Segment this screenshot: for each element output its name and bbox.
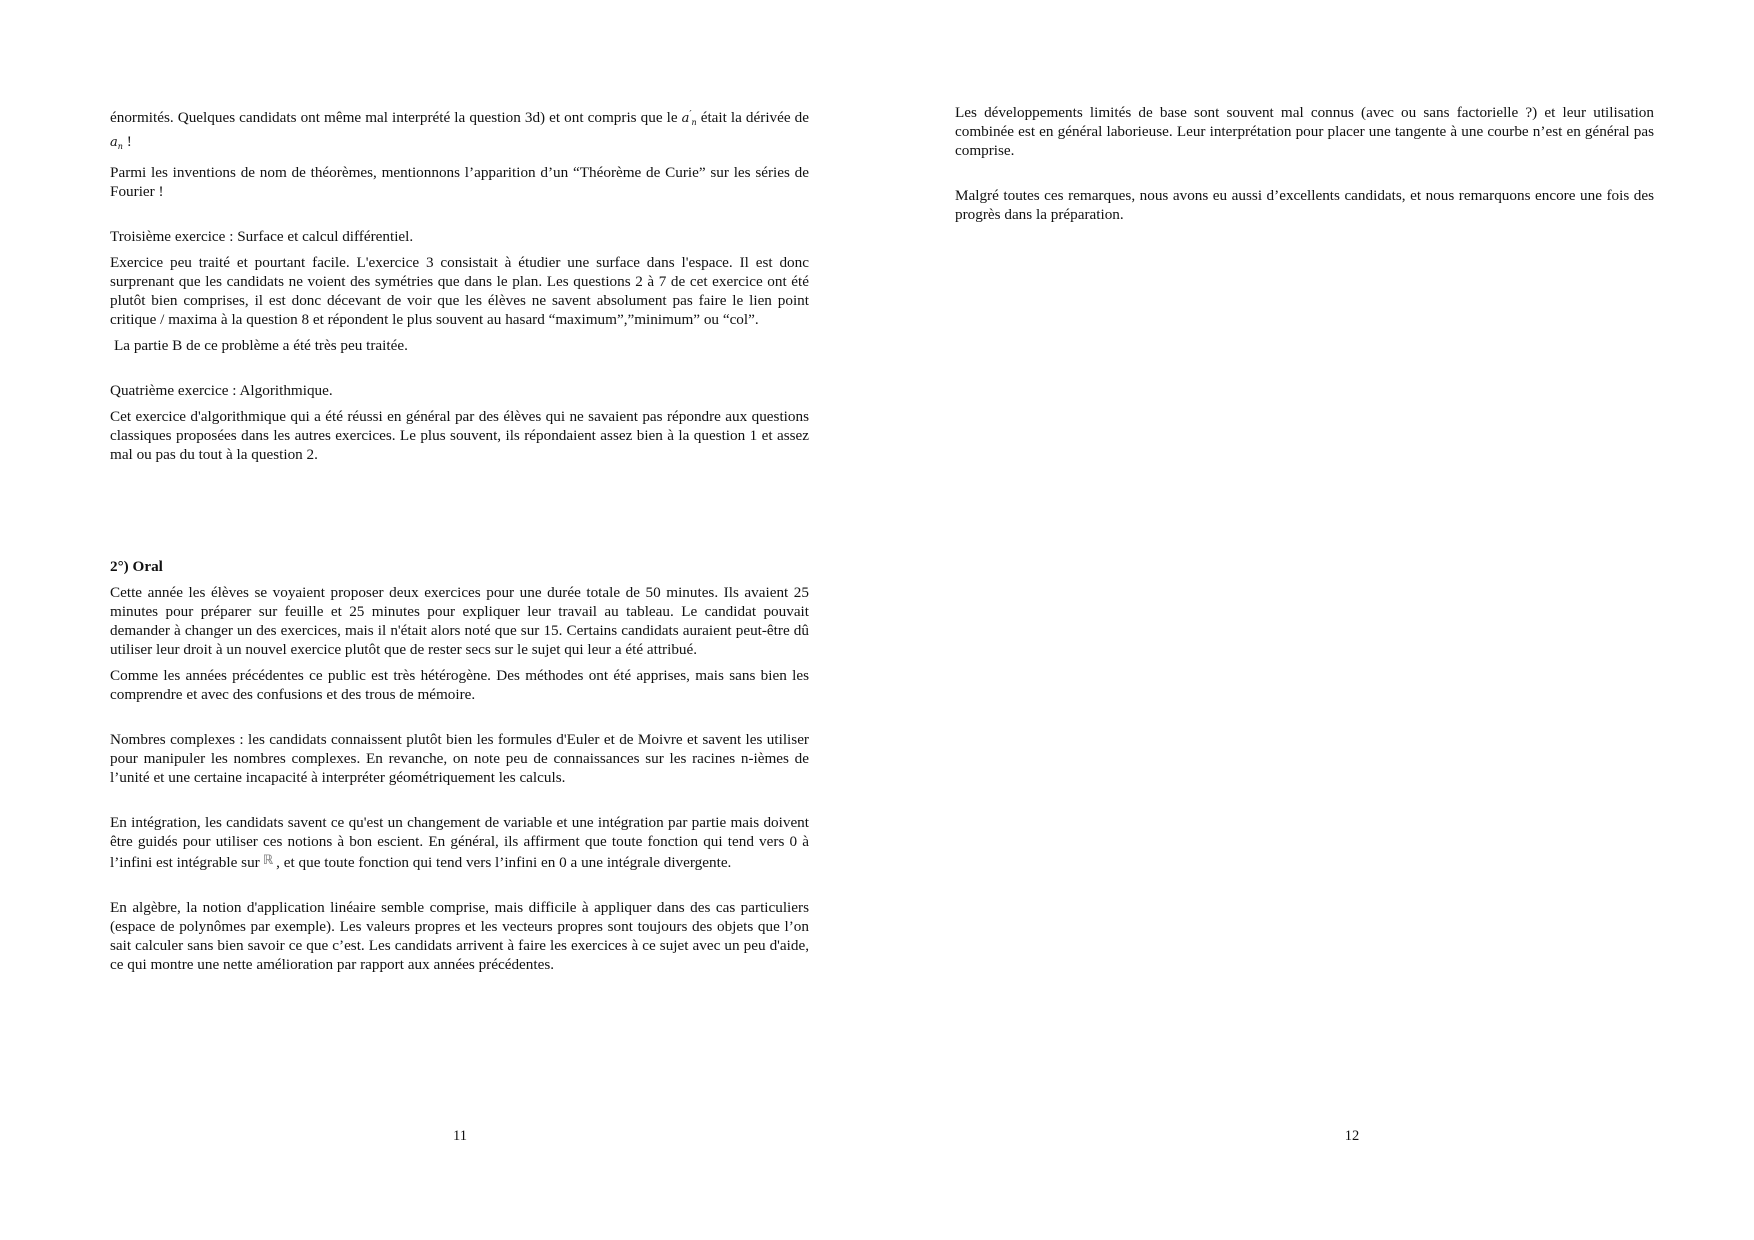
text-fragment: énormités. Quelques candidats ont même mal interprété la question 3d) et ont compris que le: [110, 109, 678, 126]
text-fragment: !: [126, 133, 132, 150]
complexes-paragraph: Nombres complexes : les candidats connaissent plutôt bien les formules d'Euler et de Moivre et savent les utiliser pour manipuler les nombres complexes. En revanche, on note peu de connaissances sur les racines n-ièmes de l’unité et une certaine incapacité à interpréter géométriquement les calculs.: [110, 731, 809, 786]
page-number: 11: [453, 1128, 467, 1144]
integration-paragraph: [110, 813, 809, 872]
oral-paragraph-1: Cette année les élèves se voyaient proposer deux exercices pour une durée totale de 50 minutes. Ils avaient 25 minutes pour préparer sur feuille et 25 minutes pour expliquer leur travail au tableau. Le candidat pouvait demander à changer un des exercices, mais il n'était alors noté que sur 15. Certains candidats auraient peut-être dû utiliser leur droit à un nouvel exercice plutôt que de rester secs sur le sujet qui leur a été attribué.: [110, 584, 809, 658]
right-page: [877, 0, 1754, 1240]
text-fragment: En intégration, les candidats savent ce qu'est un changement de variable et une intégration par partie mais doivent être guidés pour utiliser ces notions à bon escient. En général, ils affirment que toute fonction qui tend vers 0 à l’infini est intégrable sur: [110, 814, 809, 871]
exercise-3-paragraph: Exercice peu traité et pourtant facile. L'exercice 3 consistait à étudier une surface dans l'espace. Il est donc surprenant que les candidats ne voient des symétries que dans le plan. Les questions 2 à 7 de cet exercice ont été plutôt bien comprises, il est donc décevant de voir que les élèves ne savent absolument pas faire le lien point critique / maxima à la question 8 et répondent le plus souvent au hasard “maximum”,”minimum” ou “col”.: [110, 254, 809, 328]
left-text-column: [110, 106, 809, 974]
page-number: 12: [1344, 1128, 1360, 1144]
exercise-3-title: Troisième exercice : Surface et calcul différentiel.: [110, 228, 414, 245]
text-fragment: était la dérivée de: [700, 109, 810, 126]
right-text-column: [955, 103, 1654, 224]
paragraph-theoreme-curie: Parmi les inventions de nom de théorèmes, mentionnons l’apparition d’un “Théorème de Curie” sur les séries de Fourier !: [110, 164, 809, 200]
text-fragment: , et que toute fonction qui tend vers l’infini en 0 a une intégrale divergente.: [276, 854, 732, 871]
conclusion-paragraph: Malgré toutes ces remarques, nous avons eu aussi d’excellents candidats, et nous remarquons encore une fois des progrès dans la préparation.: [955, 187, 1654, 223]
oral-heading: 2°) Oral: [110, 558, 163, 575]
exercise-3-part-b: La partie B de ce problème a été très peu traitée.: [114, 337, 408, 354]
exercise-4-paragraph: Cet exercice d'algorithmique qui a été réussi en général par des élèves qui ne savaient pas répondre aux questions classiques proposées dans les autres exercices. Le plus souvent, ils répondaient assez bien à la question 1 et assez mal ou pas du tout à la question 2.: [110, 408, 809, 463]
math-a-n-prime: $a'_n$: [681, 110, 697, 127]
math-a-n: $a_n$: [110, 135, 123, 151]
oral-paragraph-2: Comme les années précédentes ce public est très hétérogène. Des méthodes ont été apprises, mais sans bien les comprendre et avec des confusions et des trous de mémoire.: [110, 667, 809, 703]
paragraph-enormites: [110, 106, 809, 156]
developpements-limites-paragraph: Les développements limités de base sont souvent mal connus (avec ou sans factorielle ?) et leur utilisation combinée est en général laborieuse. Leur interprétation pour placer une tangente à une courbe n’est en général pas comprise.: [955, 104, 1654, 159]
algebra-paragraph: En algèbre, la notion d'application linéaire semble comprise, mais difficile à appliquer dans des cas particuliers (espace de polynômes par exemple). Les valeurs propres et les vecteurs propres sont toujours des objets que l’on sait calculer sans bien savoir ce que c’est. Les candidats arrivent à faire les exercices à ce sujet avec un peu d'aide, ce qui montre une nette amélioration par rapport aux années précédentes.: [110, 899, 809, 973]
exercise-4-title: Quatrième exercice : Algorithmique.: [110, 382, 333, 399]
real-numbers-symbol: ℝ: [262, 853, 274, 868]
